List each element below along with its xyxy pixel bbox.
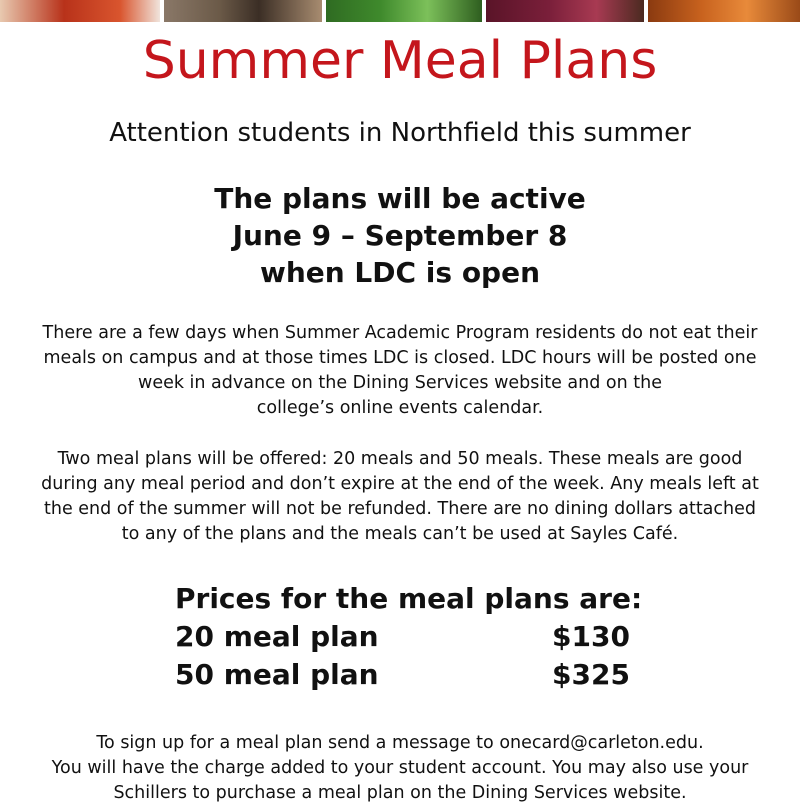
page-title: Summer Meal Plans xyxy=(142,31,658,91)
hours-paragraph xyxy=(0,321,800,421)
spice-photo xyxy=(164,0,322,22)
price-heading: Prices for the meal plans are: xyxy=(175,582,643,615)
plans-paragraph xyxy=(0,447,800,547)
paragraph-line: Two meal plans will be offered: 20 meals and 50 meals. These meals are good xyxy=(57,449,743,469)
paragraph-line: to any of the plans and the meals can’t be used at Sayles Café. xyxy=(121,524,679,544)
tomato-photo xyxy=(0,0,160,22)
paragraph-line: There are a few days when Summer Academic Program residents do not eat their xyxy=(42,323,758,343)
plan-price: $130 xyxy=(552,620,630,653)
beets-photo xyxy=(486,0,644,22)
active-dates-line: when LDC is open xyxy=(259,256,541,289)
plan-name: 20 meal plan xyxy=(175,620,379,653)
page-subtitle: Attention students in Northfield this summer xyxy=(109,118,691,148)
signup-paragraph xyxy=(0,731,800,806)
price-row xyxy=(175,656,645,694)
active-dates-block xyxy=(0,180,800,291)
paragraph-line: meals on campus and at those times LDC is closed. LDC hours will be posted one xyxy=(43,348,757,368)
active-dates-line: The plans will be active xyxy=(214,182,586,215)
food-photo-strip xyxy=(0,0,800,22)
price-row xyxy=(175,618,645,656)
plan-price: $325 xyxy=(552,658,630,691)
plan-name: 50 meal plan xyxy=(175,658,379,691)
paragraph-line: week in advance on the Dining Services website and on the xyxy=(138,373,662,393)
paragraph-line: during any meal period and don’t expire at the end of the week. Any meals left at xyxy=(41,474,759,494)
paragraph-line: college’s online events calendar. xyxy=(256,398,544,418)
paragraph-line: To sign up for a meal plan send a message to onecard@carleton.edu. xyxy=(96,733,704,753)
carrots-photo xyxy=(648,0,800,22)
greens-photo xyxy=(326,0,482,22)
paragraph-line: the end of the summer will not be refunded. There are no dining dollars attached xyxy=(44,499,756,519)
price-list xyxy=(175,580,645,694)
paragraph-line: Schillers to purchase a meal plan on the Dining Services website. xyxy=(113,783,687,803)
active-dates-line: June 9 – September 8 xyxy=(232,219,568,252)
paragraph-line: You will have the charge added to your student account. You may also use your xyxy=(51,758,749,778)
